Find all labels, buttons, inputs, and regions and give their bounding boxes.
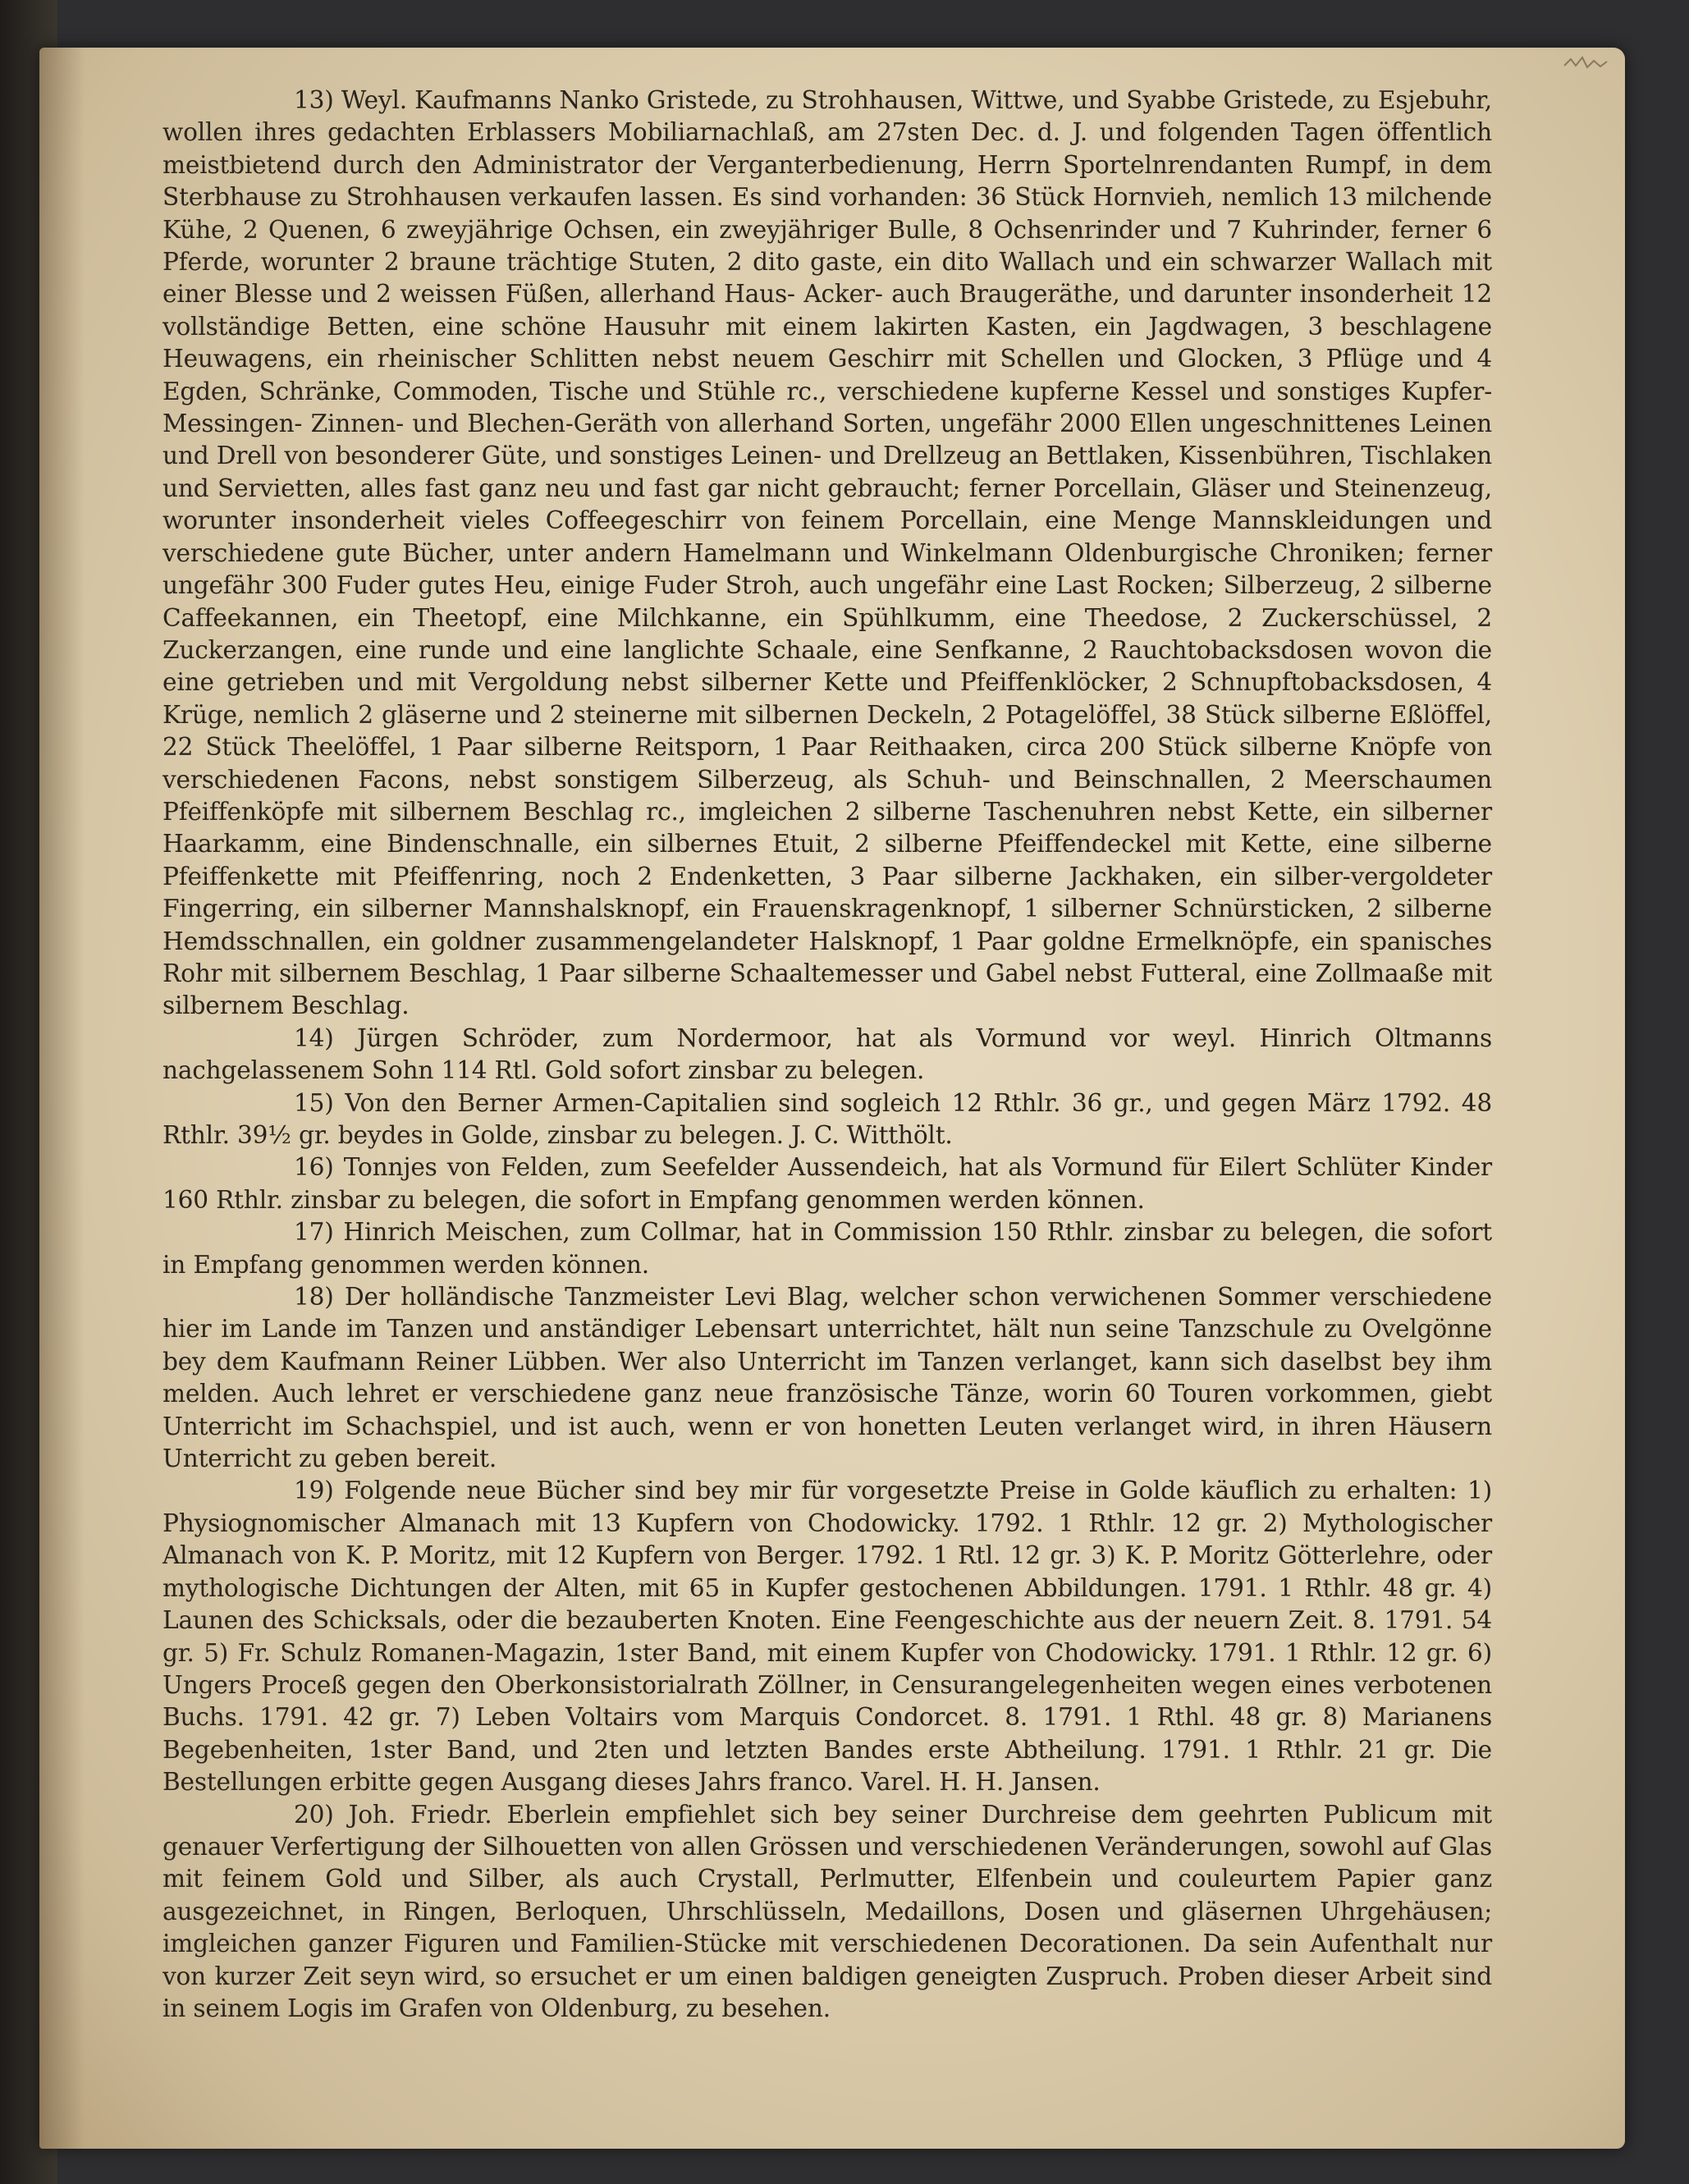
- notice-20: 20) Joh. Friedr. Eberlein empfiehlet sich bey seiner Durchreise dem geehrten Publicum mit genauer Verfertigung der Silhouetten von allen Grössen und verschiedenen Veränderungen, sowohl auf Glas mit feinem Gold und Silber, als auch Crystall, Perlmutter, Elfenbein und couleurtem Papier ganz ausgezeichnet, in Ringen, Berloquen, Uhrschlüsseln, Medaillons, Dosen und gläsernen Uhrgehäusen; imgleichen ganzer Figuren und Familien-Stücke mit verschiedenen Decorationen. Da sein Aufenthalt nur von kurzer Zeit seyn wird, so ersuchet er um einen baldigen geneigten Zuspruch. Proben dieser Arbeit sind in seinem Logis im Grafen von Oldenburg, zu besehen.: [162, 1800, 1492, 2022]
- notice-14: 14) Jürgen Schröder, zum Nordermoor, hat als Vormund vor weyl. Hinrich Oltmanns nachgelassenem Sohn 114 Rtl. Gold sofort zinsbar zu belegen.: [162, 1023, 1492, 1085]
- notice-15: 15) Von den Berner Armen-Capitalien sind sogleich 12 Rthlr. 36 gr., und gegen März 1792. 48 Rthlr. 39½ gr. beydes in Golde, zinsbar zu belegen. J. C. Witthölt.: [162, 1088, 1492, 1149]
- stamp-mark-icon: [1561, 54, 1610, 72]
- notice-17: 17) Hinrich Meischen, zum Collmar, hat in Commission 150 Rthlr. zinsbar zu belegen, die sofort in Empfang genommen werden können.: [162, 1218, 1492, 1279]
- notice-16: 16) Tonnjes von Felden, zum Seefelder Aussendeich, hat als Vormund für Eilert Schlüter Kinder 160 Rthlr. zinsbar zu belegen, die sofort in Empfang genommen werden können.: [162, 1153, 1492, 1214]
- notice-13: 13) Weyl. Kaufmanns Nanko Gristede, zu Strohhausen, Wittwe, und Syabbe Gristede, zu Esjebuhr, wollen ihres gedachten Erblassers Mobiliarnachlaß, am 27sten Dec. d. J. und folgenden Tagen öffentlich meistbietend durch den Administrator der Verganterbedienung, Herrn Sportelnrendanten Rumpf, in dem Sterbhause zu Strohhausen verkaufen lassen. Es sind vorhanden: 36 Stück Hornvieh, nemlich 13 milchende Kühe, 2 Quenen, 6 zweyjährige Ochsen, ein zweyjähriger Bulle, 8 Ochsenrinder und 7 Kuhrinder, ferner 6 Pferde, worunter 2 braune trächtige Stuten, 2 dito gaste, ein dito Wallach und ein schwarzer Wallach mit einer Blesse und 2 weissen Füßen, allerhand Haus- Acker- auch Braugeräthe, und darunter insonderheit 12 vollständige Betten, eine schöne Hausuhr mit einem lakirten Kasten, ein Jagdwagen, 3 beschlagene Heuwagens, ein rheinischer Schlitten nebst neuem Geschirr mit Schellen und Glocken, 3 Pflüge und 4 Egden, Schränke, Commoden, Tische und Stühle rc., verschiedene kupferne Kessel und sonstiges Kupfer- Messingen- Zinnen- und Blechen-Geräth von allerhand Sorten, ungefähr 2000 Ellen ungeschnittenes Leinen und Drell von besonderer Güte, und sonstiges Leinen- und Drellzeug an Bettlaken, Kissenbühren, Tischlaken und Servietten, alles fast ganz neu und fast gar nicht gebraucht; ferner Porcellain, Gläser und Steinenzeug, worunter insonderheit vieles Coffeegeschirr von feinem Porcellain, eine Menge Mannskleidungen und verschiedene gute Bücher, unter andern Hamelmann und Winkelmann Oldenburgische Chroniken; ferner ungefähr 300 Fuder gutes Heu, einige Fuder Stroh, auch ungefähr eine Last Rocken; Silberzeug, 2 silberne Caffeekannen, ein Theetopf, eine Milchkanne, ein Spühlkumm, eine Theedose, 2 Zuckerschüssel, 2 Zuckerzangen, eine runde und eine langlichte Schaale, eine Senfkanne, 2 Rauchtobacksdosen wovon die eine getrieben und mit Vergoldung nebst silberner Kette und Pfeiffenklöcker, 2 Schnupftobacksdosen, 4 Krüge, nemlich 2 gläserne und 2 steinerne mit silbernen Deckeln, 2 Potagelöffel, 38 Stück silberne Eßlöffel, 22 Stück Theelöffel, 1 Paar silberne Reitsporn, 1 Paar Reithaaken, circa 200 Stück silberne Knöpfe von verschiedenen Facons, nebst sonstigem Silberzeug, als Schuh- und Beinschnallen, 2 Meerschaumen Pfeiffenköpfe mit silbernem Beschlag rc., imgleichen 2 silberne Taschenuhren nebst Kette, ein silberner Haarkamm, eine Bindenschnalle, ein silbernes Etuit, 2 silberne Pfeiffendeckel mit Kette, eine silberne Pfeiffenkette mit Pfeiffenring, noch 2 Endenketten, 3 Paar silberne Jackhaken, ein silber-vergoldeter Fingerring, ein silberner Mannshalsknopf, ein Frauenskragenknopf, 1 silberner Schnürsticken, 2 silberne Hemdsschnallen, ein goldner zusammengelandeter Halsknopf, 1 Paar goldne Ermelknöpfe, ein spanisches Rohr mit silbernem Beschlag, 1 Paar silberne Schaaltemesser und Gabel nebst Futteral, eine Zollmaaße mit silbernem Beschlag.: [162, 86, 1492, 1020]
- notices-text-block: [162, 85, 1492, 2025]
- notice-19: 19) Folgende neue Bücher sind bey mir für vorgesetzte Preise in Golde käuflich zu erhalten: 1) Physiognomischer Almanach mit 13 Kupfern von Chodowicky. 1792. 1 Rthlr. 12 gr. 2) Mythologischer Almanach von K. P. Moritz, mit 12 Kupfern von Berger. 1792. 1 Rtl. 12 gr. 3) K. P. Moritz Götterlehre, oder mythologische Dichtungen der Alten, mit 65 in Kupfer gestochenen Abbildungen. 1791. 1 Rthlr. 48 gr. 4) Launen des Schicksals, oder die bezauberten Knoten. Eine Feengeschichte aus der neuern Zeit. 8. 1791. 54 gr. 5) Fr. Schulz Romanen-Magazin, 1ster Band, mit einem Kupfer von Chodowicky. 1791. 1 Rthlr. 12 gr. 6) Ungers Proceß gegen den Oberkonsistorialrath Zöllner, in Censurangelegenheiten wegen eines verbotenen Buchs. 1791. 42 gr. 7) Leben Voltairs vom Marquis Condorcet. 8. 1791. 1 Rthl. 48 gr. 8) Marianens Begebenheiten, 1ster Band, und 2ten und letzten Bandes erste Abtheilung. 1791. 1 Rthlr. 21 gr. Die Bestellungen erbitte gegen Ausgang dieses Jahrs franco. Varel. H. H. Jansen.: [162, 1477, 1492, 1797]
- notice-18: 18) Der holländische Tanzmeister Levi Blag, welcher schon verwichenen Sommer verschiedene hier im Lande im Tanzen und anständiger Lebensart unterrichtet, hält nun seine Tanzschule zu Ovelgönne bey dem Kaufmann Reiner Lübben. Wer also Unterricht im Tanzen verlanget, kann sich daselbst bey ihm melden. Auch lehret er verschiedene ganz neue französische Tänze, worin 60 Touren vorkommen, giebt Unterricht im Schachspiel, und ist auch, wenn er von honetten Leuten verlanget wird, in ihren Häusern Unterricht zu geben bereit.: [162, 1283, 1492, 1473]
- paper-sheet: [39, 48, 1625, 2149]
